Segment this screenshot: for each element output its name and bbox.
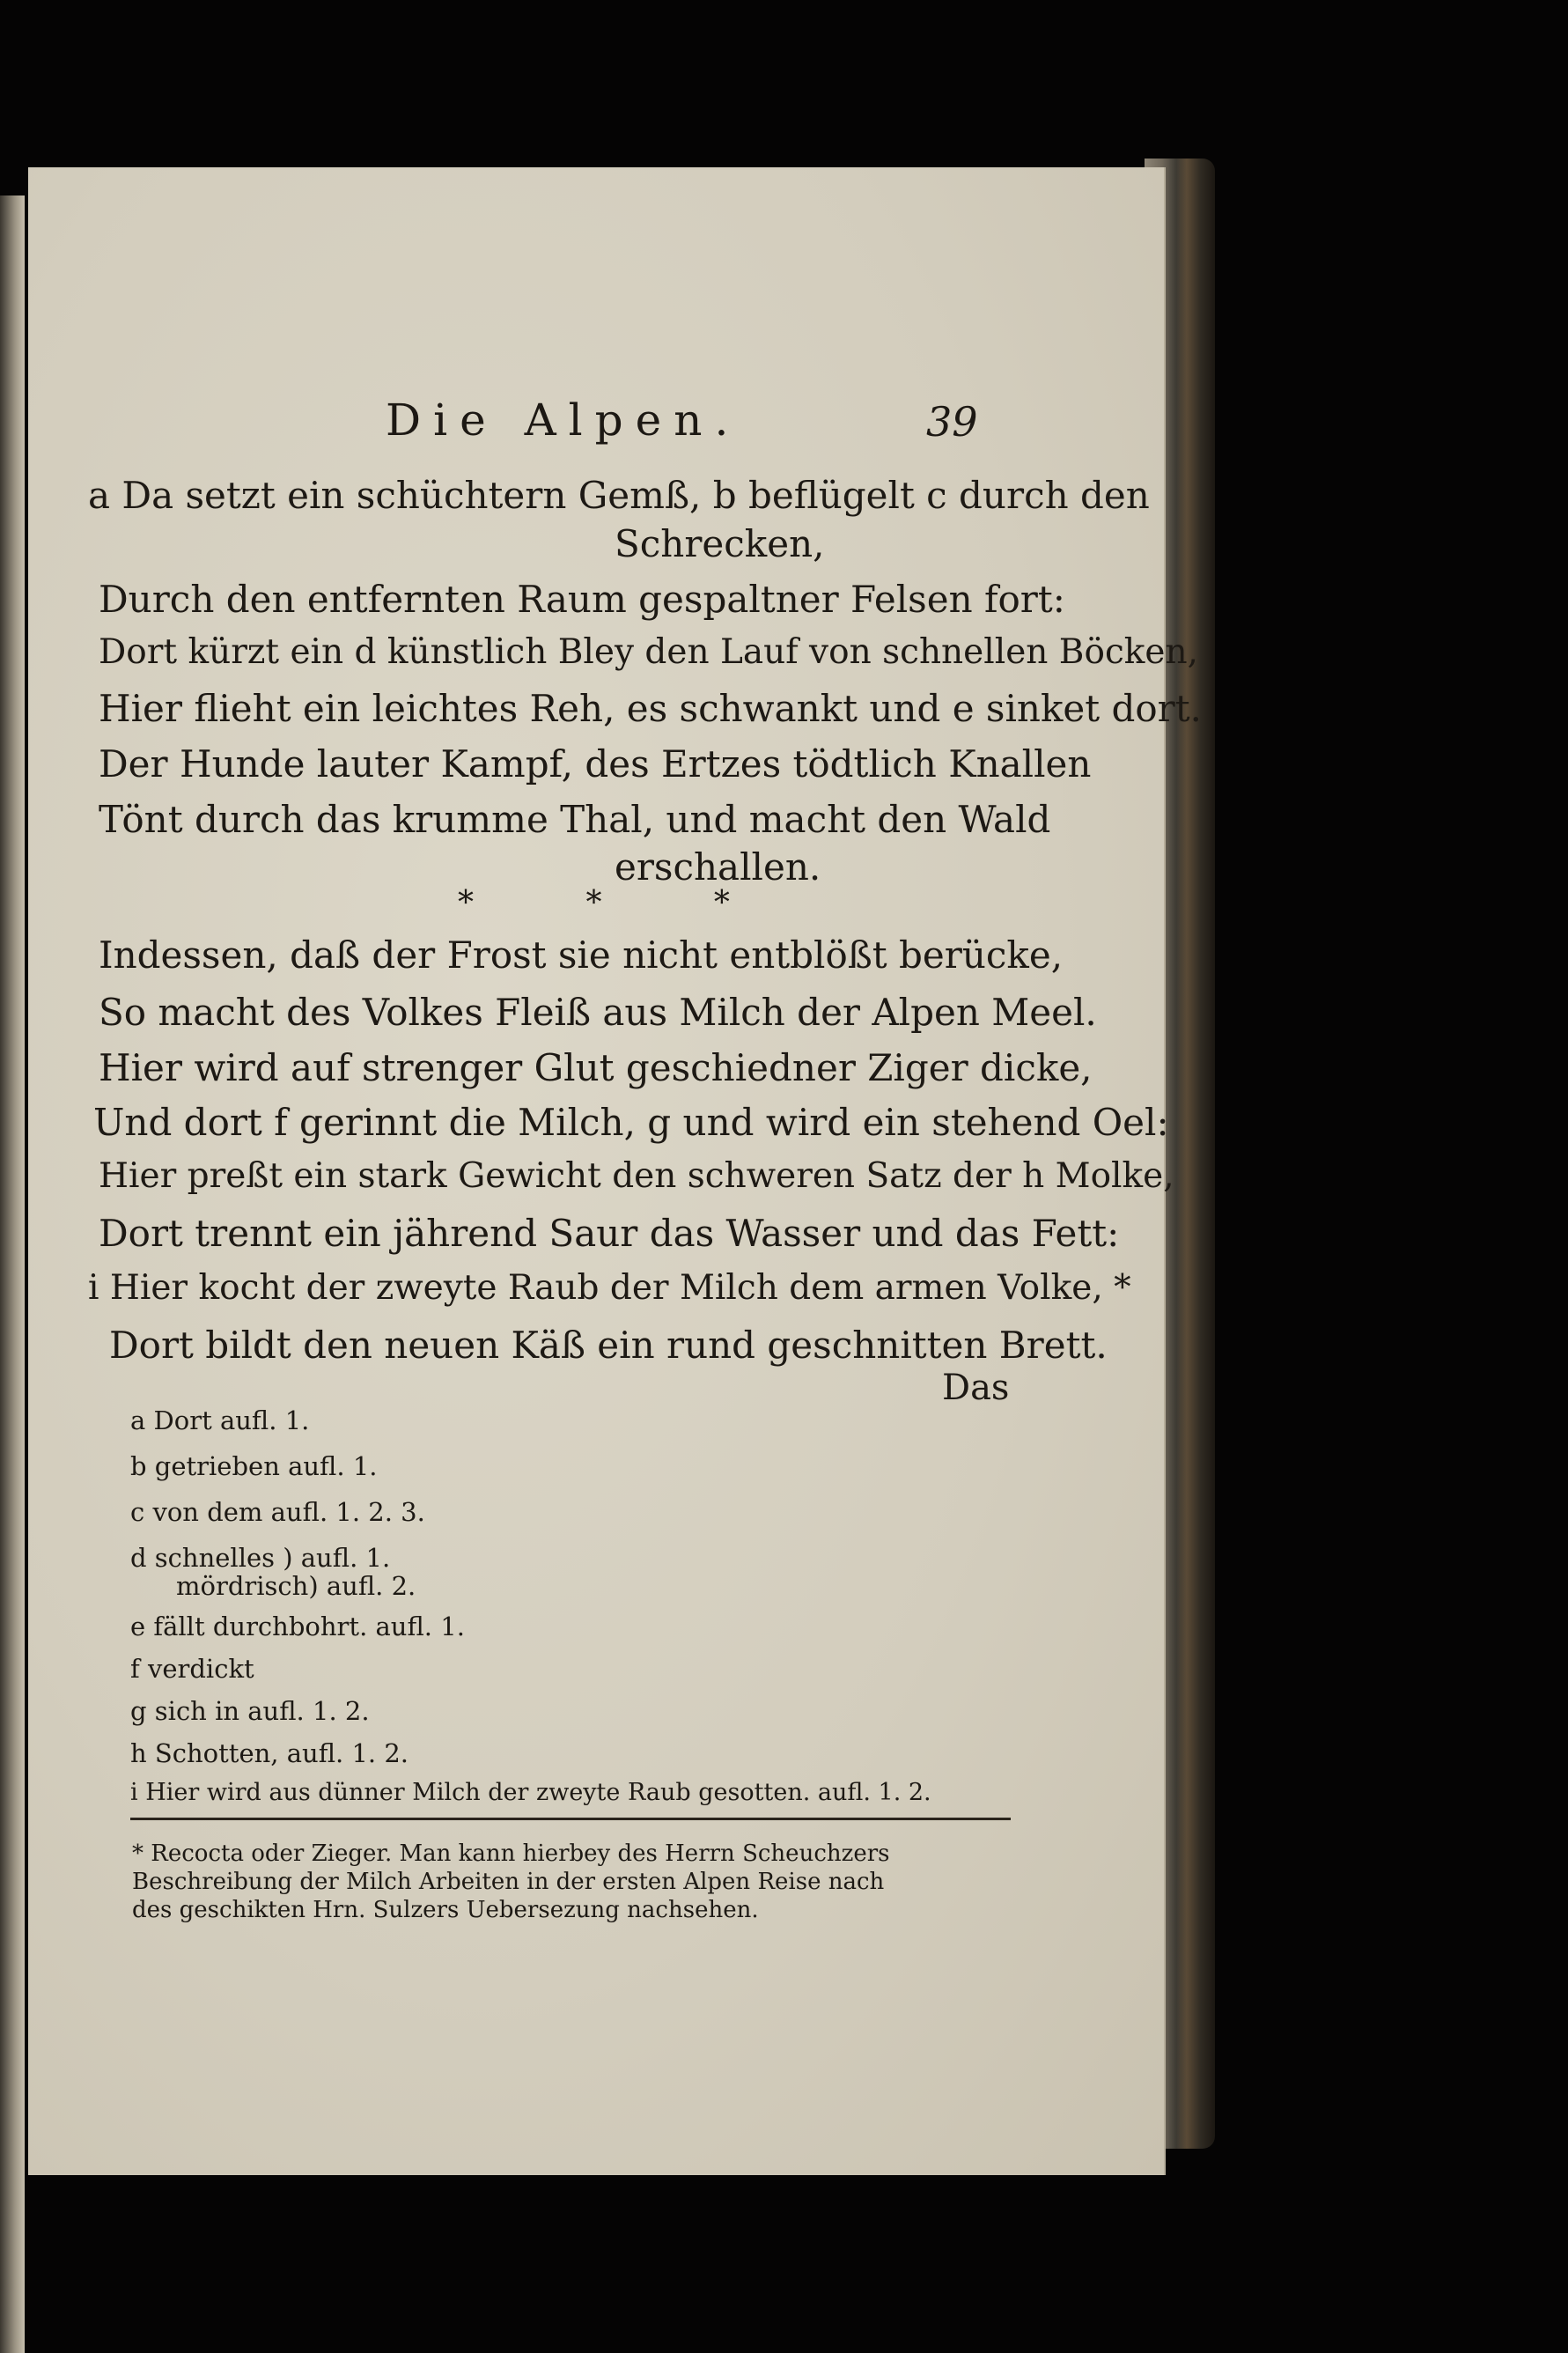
poem-line: Dort kürzt ein d künstlich Bley den Lauf von schnellen Böcken, <box>99 632 1199 672</box>
variant-note: i Hier wird aus dünner Milch der zweyte Raub gesotten. aufl. 1. 2. <box>130 1779 931 1806</box>
footnote-line: des geschikten Hrn. Sulzers Uebersezung nachsehen. <box>132 1897 759 1923</box>
variant-note: mördrisch) aufl. 2. <box>176 1571 416 1601</box>
footnote-line: * Recocta oder Zieger. Man kann hierbey des Herrn Scheuchzers <box>132 1840 890 1867</box>
variant-note: h Schotten, aufl. 1. 2. <box>130 1738 409 1768</box>
poem-line: Tönt durch das krumme Thal, und macht den Wald <box>99 798 1051 841</box>
poem-line: Dort trennt ein jährend Saur das Wasser und das Fett: <box>99 1212 1120 1255</box>
adjacent-page-edge <box>0 195 25 2353</box>
variant-note: e fällt durchbohrt. aufl. 1. <box>130 1612 465 1641</box>
poem-line: Dort bildt den neuen Käß ein rund geschnitten Brett. <box>109 1324 1108 1367</box>
variant-note: d schnelles ) aufl. 1. <box>130 1543 391 1573</box>
poem-line: Durch den entfernten Raum gespaltner Felsen fort: <box>99 578 1065 621</box>
poem-line: i Hier kocht der zweyte Raub der Milch dem armen Volke, * <box>88 1268 1131 1308</box>
variant-note: c von dem aufl. 1. 2. 3. <box>130 1497 425 1527</box>
variant-note: b getrieben aufl. 1. <box>130 1451 378 1481</box>
catchword: Das <box>942 1368 1010 1408</box>
footnote-rule <box>130 1818 1011 1820</box>
variant-note: g sich in aufl. 1. 2. <box>130 1696 370 1726</box>
variant-note: f verdickt <box>130 1654 254 1684</box>
poem-line: Hier flieht ein leichtes Reh, es schwankt und e sinket dort. <box>99 687 1202 730</box>
page-number: 39 <box>926 398 978 446</box>
poem-line: Der Hunde lauter Kampf, des Ertzes tödtlich Knallen <box>99 742 1092 786</box>
poem-line: Schrecken, <box>615 522 825 565</box>
running-title: Die Alpen. <box>386 395 741 446</box>
footnote-line: Beschreibung der Milch Arbeiten in der ersten Alpen Reise nach <box>132 1869 885 1895</box>
poem-line: a Da setzt ein schüchtern Gemß, b beflügelt c durch den <box>88 474 1150 517</box>
page-header <box>0 395 1568 447</box>
poem-line: Und dort f gerinnt die Milch, g und wird ein stehend Oel: <box>93 1101 1169 1144</box>
poem-line: So macht des Volkes Fleiß aus Milch der Alpen Meel. <box>99 991 1097 1034</box>
poem-line: Hier preßt ein stark Gewicht den schweren Satz der h Molke, <box>99 1156 1174 1196</box>
section-divider-stars: * * * <box>458 885 781 921</box>
poem-line: Indessen, daß der Frost sie nicht entblößt berücke, <box>99 933 1064 977</box>
poem-line: erschallen. <box>615 845 821 889</box>
variant-note: a Dort aufl. 1. <box>130 1405 310 1435</box>
poem-line: Hier wird auf strenger Glut geschiedner Ziger dicke, <box>99 1046 1093 1089</box>
